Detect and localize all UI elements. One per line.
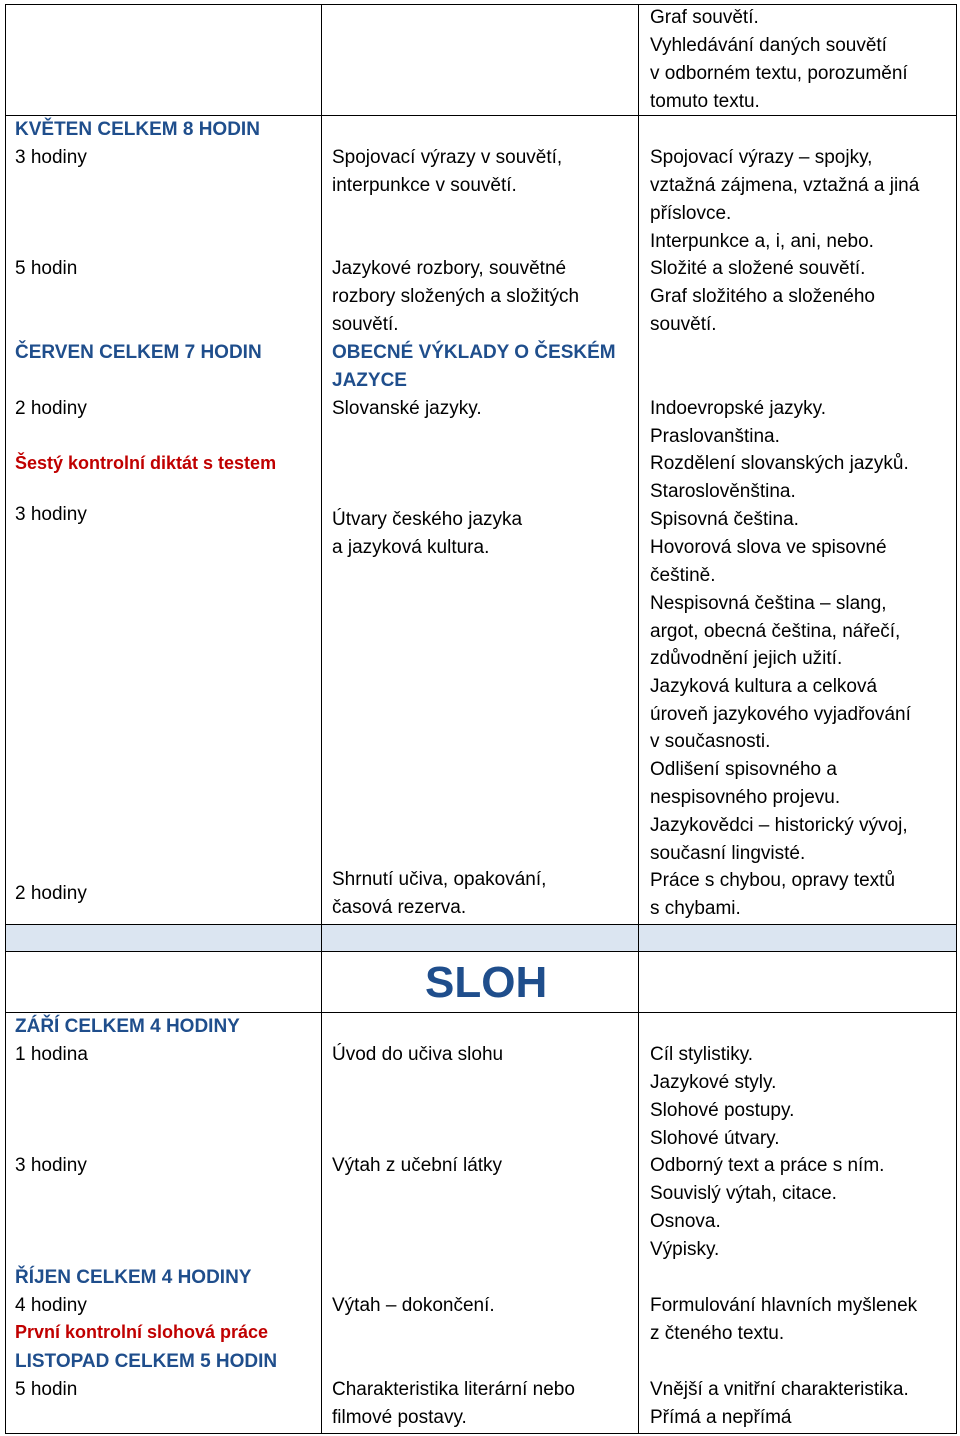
content-line: v odborném textu, porozumění — [650, 63, 908, 84]
month-heading-november: LISTOPAD CELKEM 5 HODIN — [15, 1351, 278, 1372]
content-line: Indoevropské jazyky. — [650, 398, 827, 419]
content-line: současní lingvisté. — [650, 843, 806, 864]
content-line: Jazykové styly. — [650, 1072, 777, 1093]
hours-label: 3 hodiny — [15, 1155, 87, 1176]
test-note: Šestý kontrolní diktát s testem — [15, 453, 277, 473]
hours-label: 4 hodiny — [15, 1295, 87, 1316]
content-line: Graf složitého a složeného — [650, 286, 875, 307]
content-line: češtině. — [650, 565, 716, 586]
content-line: Složité a složené souvětí. — [650, 258, 866, 279]
topic-line: Útvary českého jazyka — [332, 509, 523, 530]
content-line: Nespisovná čeština – slang, — [650, 593, 887, 614]
content-line: Odborný text a práce s ním. — [650, 1155, 885, 1176]
topic-line: rozbory složených a složitých — [332, 286, 580, 307]
content-line: Jazyková kultura a celková — [650, 676, 878, 697]
section-separator-band — [5, 925, 956, 951]
month-heading-september: ZÁŘÍ CELKEM 4 HODINY — [15, 1016, 240, 1037]
content-line: s chybami. — [650, 898, 741, 919]
table-left-border — [5, 4, 6, 1434]
content-line: Hovorová slova ve spisovné — [650, 537, 887, 558]
table-bottom-border — [5, 1433, 957, 1434]
month-heading-june: ČERVEN CELKEM 7 HODIN — [15, 342, 262, 363]
content-line: Formulování hlavních myšlenek — [650, 1295, 918, 1316]
content-line: z čteného textu. — [650, 1323, 785, 1344]
topic-line: Výtah – dokončení. — [332, 1295, 495, 1316]
content-line: Vyhledávání daných souvětí — [650, 35, 887, 56]
hours-label: 5 hodin — [15, 1379, 78, 1400]
content-line: souvětí. — [650, 314, 717, 335]
essay-note: První kontrolní slohová práce — [15, 1322, 269, 1342]
content-line: Interpunkce a, i, ani, nebo. — [650, 231, 874, 252]
table-right-border — [956, 4, 957, 1434]
topic-line: Charakteristika literární nebo — [332, 1379, 575, 1400]
topic-line: časová rezerva. — [332, 897, 467, 918]
row-border — [5, 951, 957, 952]
section-heading: JAZYCE — [332, 370, 407, 391]
content-line: Cíl stylistiky. — [650, 1044, 754, 1065]
content-line: zdůvodnění jejich užití. — [650, 648, 843, 669]
content-line: Staroslověnština. — [650, 481, 796, 502]
content-line: Souvislý výtah, citace. — [650, 1183, 837, 1204]
topic-line: a jazyková kultura. — [332, 537, 490, 558]
content-line: Slohové útvary. — [650, 1128, 780, 1149]
month-heading-may: KVĚTEN CELKEM 8 HODIN — [15, 119, 260, 140]
content-line: Praslovanština. — [650, 426, 780, 447]
hours-label: 1 hodina — [15, 1044, 88, 1065]
content-line: Vnější a vnitřní charakteristika. — [650, 1379, 909, 1400]
content-line: Výpisky. — [650, 1239, 720, 1260]
hours-label: 5 hodin — [15, 258, 78, 279]
topic-line: filmové postavy. — [332, 1407, 467, 1428]
content-line: vztažná zájmena, vztažná a jiná — [650, 175, 920, 196]
content-line: Jazykovědci – historický vývoj, — [650, 815, 908, 836]
content-line: tomuto textu. — [650, 91, 760, 112]
row-border — [5, 924, 957, 925]
content-line: argot, obecná čeština, nářečí, — [650, 621, 901, 642]
hours-label: 2 hodiny — [15, 398, 87, 419]
content-line: Odlišení spisovného a — [650, 759, 837, 780]
column-divider — [321, 4, 322, 1434]
content-line: příslovce. — [650, 203, 732, 224]
month-heading-october: ŘÍJEN CELKEM 4 HODINY — [15, 1267, 252, 1288]
topic-line: Slovanské jazyky. — [332, 398, 482, 419]
content-line: Osnova. — [650, 1211, 721, 1232]
hours-label: 3 hodiny — [15, 147, 87, 168]
topic-line: Spojovací výrazy v souvětí, — [332, 147, 563, 168]
table-top-border — [5, 4, 957, 5]
section-heading: OBECNÉ VÝKLADY O ČESKÉM — [332, 342, 616, 363]
hours-label: 3 hodiny — [15, 504, 87, 525]
topic-line: Shrnutí učiva, opakování, — [332, 869, 547, 890]
content-line: Graf souvětí. — [650, 7, 759, 28]
content-line: úroveň jazykového vyjadřování — [650, 704, 911, 725]
content-line: Práce s chybou, opravy textů — [650, 870, 896, 891]
topic-line: Výtah z učební látky — [332, 1155, 503, 1176]
content-line: Rozdělení slovanských jazyků. — [650, 453, 909, 474]
topic-line: interpunkce v souvětí. — [332, 175, 517, 196]
content-line: Spojovací výrazy – spojky, — [650, 147, 873, 168]
hours-label: 2 hodiny — [15, 883, 87, 904]
content-line: nespisovného projevu. — [650, 787, 841, 808]
column-divider — [638, 4, 639, 1434]
topic-line: Jazykové rozbory, souvětné — [332, 258, 567, 279]
content-line: Slohové postupy. — [650, 1100, 795, 1121]
section-title-sloh: SLOH — [425, 958, 548, 1007]
content-line: v současnosti. — [650, 731, 771, 752]
topic-line: Úvod do učiva slohu — [332, 1044, 504, 1065]
content-line: Spisovná čeština. — [650, 509, 799, 530]
content-line: Přímá a nepřímá — [650, 1407, 792, 1428]
topic-line: souvětí. — [332, 314, 399, 335]
